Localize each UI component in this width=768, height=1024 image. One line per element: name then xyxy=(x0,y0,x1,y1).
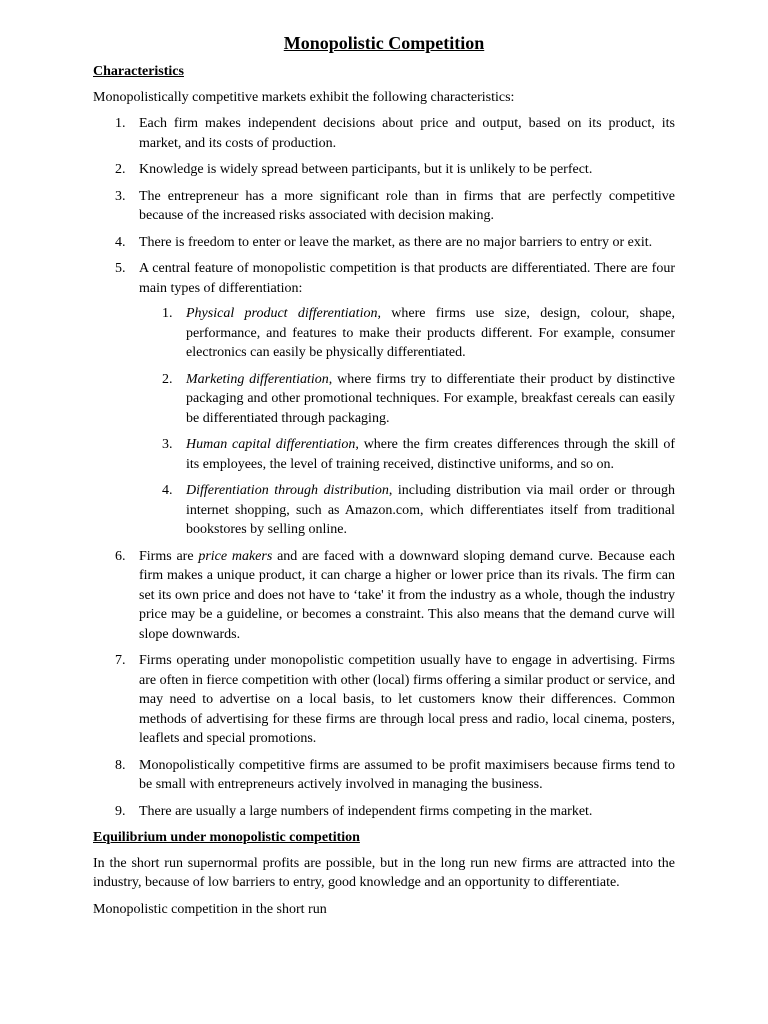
list-item xyxy=(93,756,675,795)
list-number: 4. xyxy=(115,234,126,250)
list-item xyxy=(93,114,675,153)
list-item-text: Monopolistically competitive firms are assumed to be profit maximisers because firms tend to be small with entrepreneurs actively involved in managing the business. xyxy=(139,757,675,792)
list-number: 2. xyxy=(115,162,126,177)
list-item xyxy=(93,259,675,540)
characteristics-list xyxy=(93,114,675,821)
differentiation-term: Differentiation through distribution xyxy=(186,483,389,498)
list-item-text: Knowledge is widely spread between participants, but it is unlikely to be perfect. xyxy=(139,162,593,177)
document-page xyxy=(93,30,675,926)
list-number: 7. xyxy=(115,653,126,668)
list-number: 9. xyxy=(115,803,126,819)
list-number: 6. xyxy=(115,548,126,564)
differentiation-term: Physical product differentiation xyxy=(186,306,378,321)
list-item-text: Each firm makes independent decisions about price and output, based on its product, its market, and its costs of production. xyxy=(139,116,675,151)
differentiation-term: Human capital differentiation xyxy=(186,437,356,452)
sub-list-item xyxy=(139,481,675,540)
price-makers-term: price makers xyxy=(198,548,273,564)
list-number: 5. xyxy=(115,261,126,276)
sub-list-item xyxy=(139,435,675,474)
differentiation-description: , including distribution via mail order or through internet shopping, such as Amazon.com, which differentiates itself from traditional bookstores by selling online. xyxy=(186,483,676,537)
equilibrium-heading: Equilibrium under monopolistic competition xyxy=(93,830,360,845)
sub-list-number: 2. xyxy=(162,371,173,387)
sub-list-item xyxy=(139,370,675,429)
characteristics-intro: Monopolistically competitive markets exhibit the following characteristics: xyxy=(93,89,515,105)
list-item-text: A central feature of monopolistic competition is that products are differentiated. There are four main types of differentiation: xyxy=(139,261,675,296)
document-title: Monopolistic Competition xyxy=(283,33,485,53)
short-run-subheading: Monopolistic competition in the short run xyxy=(93,901,327,917)
list-item xyxy=(93,651,675,749)
differentiation-description: , where firms try to differentiate their product by distinctive packaging and other promotional techniques. For example, breakfast cereals can easily be differentiated through packaging. xyxy=(186,371,676,426)
list-item xyxy=(93,187,675,226)
differentiation-description: , where firms use size, design, colour, shape, performance, and features to make their products different. For example, consumer electronics can easily be physically differentiated. xyxy=(186,306,676,360)
list-item-text: Firms operating under monopolistic competition usually have to engage in advertising. Firms are often in fierce competition with other (local) firms offering a similar product or service, and may need to advertise on a local basis, to let customers know their differences. Common methods of advertising for these firms are through local press and radio, local cinema, posters, leaflets and special promotions. xyxy=(139,653,675,746)
list-item xyxy=(93,160,675,180)
sub-list-item xyxy=(139,304,675,363)
list-number: 3. xyxy=(115,188,126,204)
list-item xyxy=(93,802,675,822)
list-item-text: The entrepreneur has a more significant role than in firms that are perfectly competitive because of the increased risks associated with decision making. xyxy=(139,188,675,223)
differentiation-list xyxy=(139,304,675,540)
list-item xyxy=(93,233,675,253)
list-item xyxy=(93,547,675,645)
sub-list-number: 4. xyxy=(162,483,173,498)
list-item-text: There is freedom to enter or leave the market, as there are no major barriers to entry or exit. xyxy=(139,234,653,250)
sub-list-number: 1. xyxy=(162,306,173,321)
sub-list-number: 3. xyxy=(162,437,173,452)
characteristics-heading: Characteristics xyxy=(93,64,184,79)
list-item-text: There are usually a large numbers of independent firms competing in the market. xyxy=(139,803,593,819)
list-number: 1. xyxy=(115,116,126,131)
equilibrium-paragraph: In the short run supernormal profits are possible, but in the long run new firms are attracted into the industry, because of low barriers to entry, good knowledge and an opportunity to differentiate. xyxy=(93,855,675,890)
list-number: 8. xyxy=(115,757,126,773)
differentiation-term: Marketing differentiation xyxy=(186,371,329,387)
list-item-text-pre: Firms are xyxy=(139,548,199,564)
list-item-text-post: and are faced with a downward sloping demand curve. Because each firm makes a unique product, it can charge a higher or lower price than its rivals. The firm can set its own price and does not have to ‘take' it from the industry as a whole, though the industry price may be a guideline, or becomes a constraint. This also means that the demand curve will slope downwards. xyxy=(139,548,676,642)
differentiation-description: , where the firm creates differences through the skill of its employees, the level of training received, distinctive uniforms, and so on. xyxy=(186,437,676,472)
